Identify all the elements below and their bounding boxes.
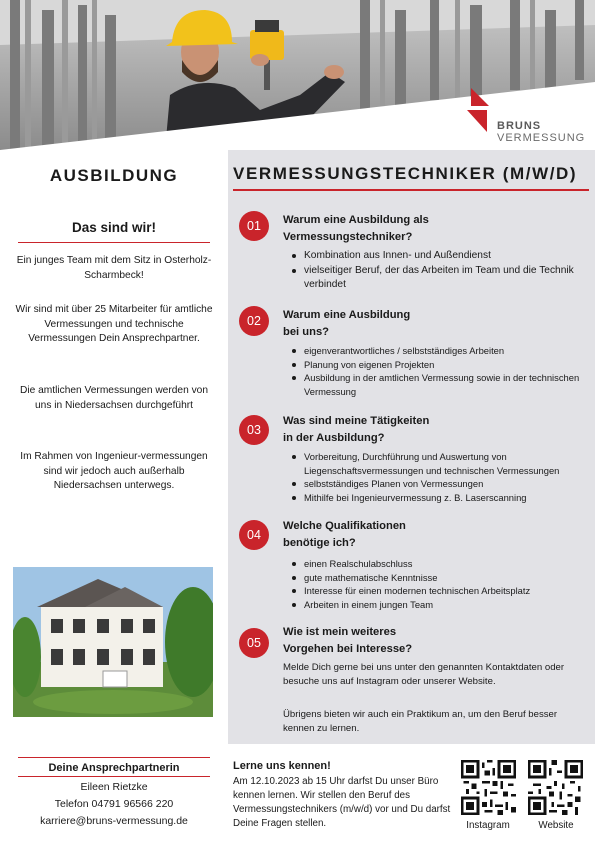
- section-number-5: 05: [239, 628, 269, 658]
- section-title-4-line1: Welche Qualifikationen: [283, 520, 406, 532]
- company-logo: [467, 88, 587, 148]
- section-5-paragraph-2: Übrigens bieten wir auch ein Praktikum an, um den Beruf besser kennen zu lernen.: [283, 709, 558, 734]
- list-item: Ausbildung in der amtlichen Vermessung sowie in der technischen Vermessung: [292, 371, 582, 398]
- who-paragraph-2: Wir sind mit über 25 Mitarbeiter für amtliche Vermessungen und technische Vermessungen Dein Ansprechpartner.: [15, 304, 213, 344]
- contact-phone[interactable]: Telefon 04791 96566 220: [54, 798, 174, 810]
- website-qr-code[interactable]: [528, 760, 583, 815]
- list-item: Planung von eigenen Projekten: [292, 358, 582, 372]
- section-title-5: [283, 624, 412, 658]
- instagram-qr-code[interactable]: [461, 760, 516, 815]
- list-item: Interesse für einen modernen technischen Arbeitsplatz: [292, 584, 592, 598]
- hero-image: [0, 0, 595, 150]
- section-title-4: [283, 518, 406, 552]
- list-item: Vorbereitung, Durchführung und Auswertung von Liegenschaftsvermessungen und technischen Vermessungen: [292, 450, 592, 477]
- section-title-2-line1: Warum eine Ausbildung: [283, 309, 411, 321]
- list-item: gute mathematische Kenntnisse: [292, 571, 592, 585]
- learn-title: Lerne uns kennen!: [233, 760, 331, 772]
- section-bullets-2: [292, 344, 582, 398]
- logo-line2: VERMESSUNG: [497, 132, 586, 144]
- learn-text: Am 12.10.2023 ab 15 Uhr darfst Du unser Büro kennen lernen. Wir stellen den Beruf des Vermessungstechnikers (m/w/d) vor und Du darfst Deine Fragen stellen.: [233, 776, 451, 829]
- section-title-3-line1: Was sind meine Tätigkeiten: [283, 415, 430, 427]
- list-item: Kombination aus Innen- und Außendienst: [292, 249, 582, 264]
- who-paragraph-4: Im Rahmen von Ingenieur-vermessungen sind wir jedoch auch außerhalb Niedersachsen unterwegs.: [20, 451, 208, 491]
- logo-line1: BRUNS: [497, 120, 542, 132]
- section-title-2: [283, 307, 410, 341]
- section-title-1: [283, 212, 429, 246]
- section-bullets-4: [292, 557, 592, 611]
- contact-divider: [18, 757, 210, 758]
- who-divider: [18, 242, 210, 243]
- list-item: selbstständiges Planen von Vermessungen: [292, 477, 592, 491]
- who-paragraph-1: Ein junges Team mit dem Sitz in Osterholz-Scharmbeck!: [16, 255, 212, 281]
- main-heading: VERMESSUNGSTECHNIKER (M/W/D): [233, 164, 578, 183]
- contact-divider-bottom: [18, 776, 210, 777]
- logo-mark: [467, 88, 497, 138]
- contact-name: Eileen Rietzke: [80, 781, 148, 793]
- instagram-qr-label: Instagram: [466, 820, 510, 831]
- list-item: eigenverantwortliches / selbstständiges Arbeiten: [292, 344, 582, 358]
- section-title-4-line2: benötige ich?: [283, 537, 356, 549]
- section-number-2: 02: [239, 306, 269, 336]
- section-title-3-line2: in der Ausbildung?: [283, 432, 385, 444]
- section-title-2-line2: bei uns?: [283, 326, 329, 338]
- section-bullets-1: [292, 249, 582, 293]
- list-item: Arbeiten in einem jungen Team: [292, 598, 592, 612]
- list-item: Mithilfe bei Ingenieurvermessung z. B. Laserscanning: [292, 491, 592, 505]
- section-title-5-line1: Wie ist mein weiteres: [283, 626, 397, 638]
- office-building-photo: [13, 567, 213, 717]
- who-title: Das sind wir!: [71, 220, 157, 235]
- section-title-1-line2: Vermessungstechniker?: [283, 231, 413, 243]
- contact-email[interactable]: karriere@bruns-vermessung.de: [40, 815, 188, 827]
- section-5-paragraph-1: Melde Dich gerne bei uns unter den genannten Kontaktdaten oder besuche uns auf Instagram oder unserer Website.: [283, 662, 565, 687]
- section-title-5-line2: Vorgehen bei Interesse?: [283, 643, 413, 655]
- section-title-3: [283, 413, 429, 447]
- section-number-1: 01: [239, 211, 269, 241]
- section-title-1-line1: Warum eine Ausbildung als: [283, 214, 429, 226]
- section-number-4: 04: [239, 520, 269, 550]
- section-number-3: 03: [239, 415, 269, 445]
- left-heading: AUSBILDUNG: [49, 166, 179, 185]
- section-bullets-3: [292, 450, 592, 504]
- main-heading-rule: [233, 189, 589, 191]
- list-item: vielseitiger Beruf, der das Arbeiten im Team und die Technik verbindet: [292, 264, 582, 293]
- website-qr-label: Website: [538, 820, 574, 831]
- contact-title: Deine Ansprechpartnerin: [48, 762, 180, 774]
- list-item: einen Realschulabschluss: [292, 557, 592, 571]
- who-paragraph-3: Die amtlichen Vermessungen werden von uns in Niedersachsen durchgeführt: [19, 385, 208, 411]
